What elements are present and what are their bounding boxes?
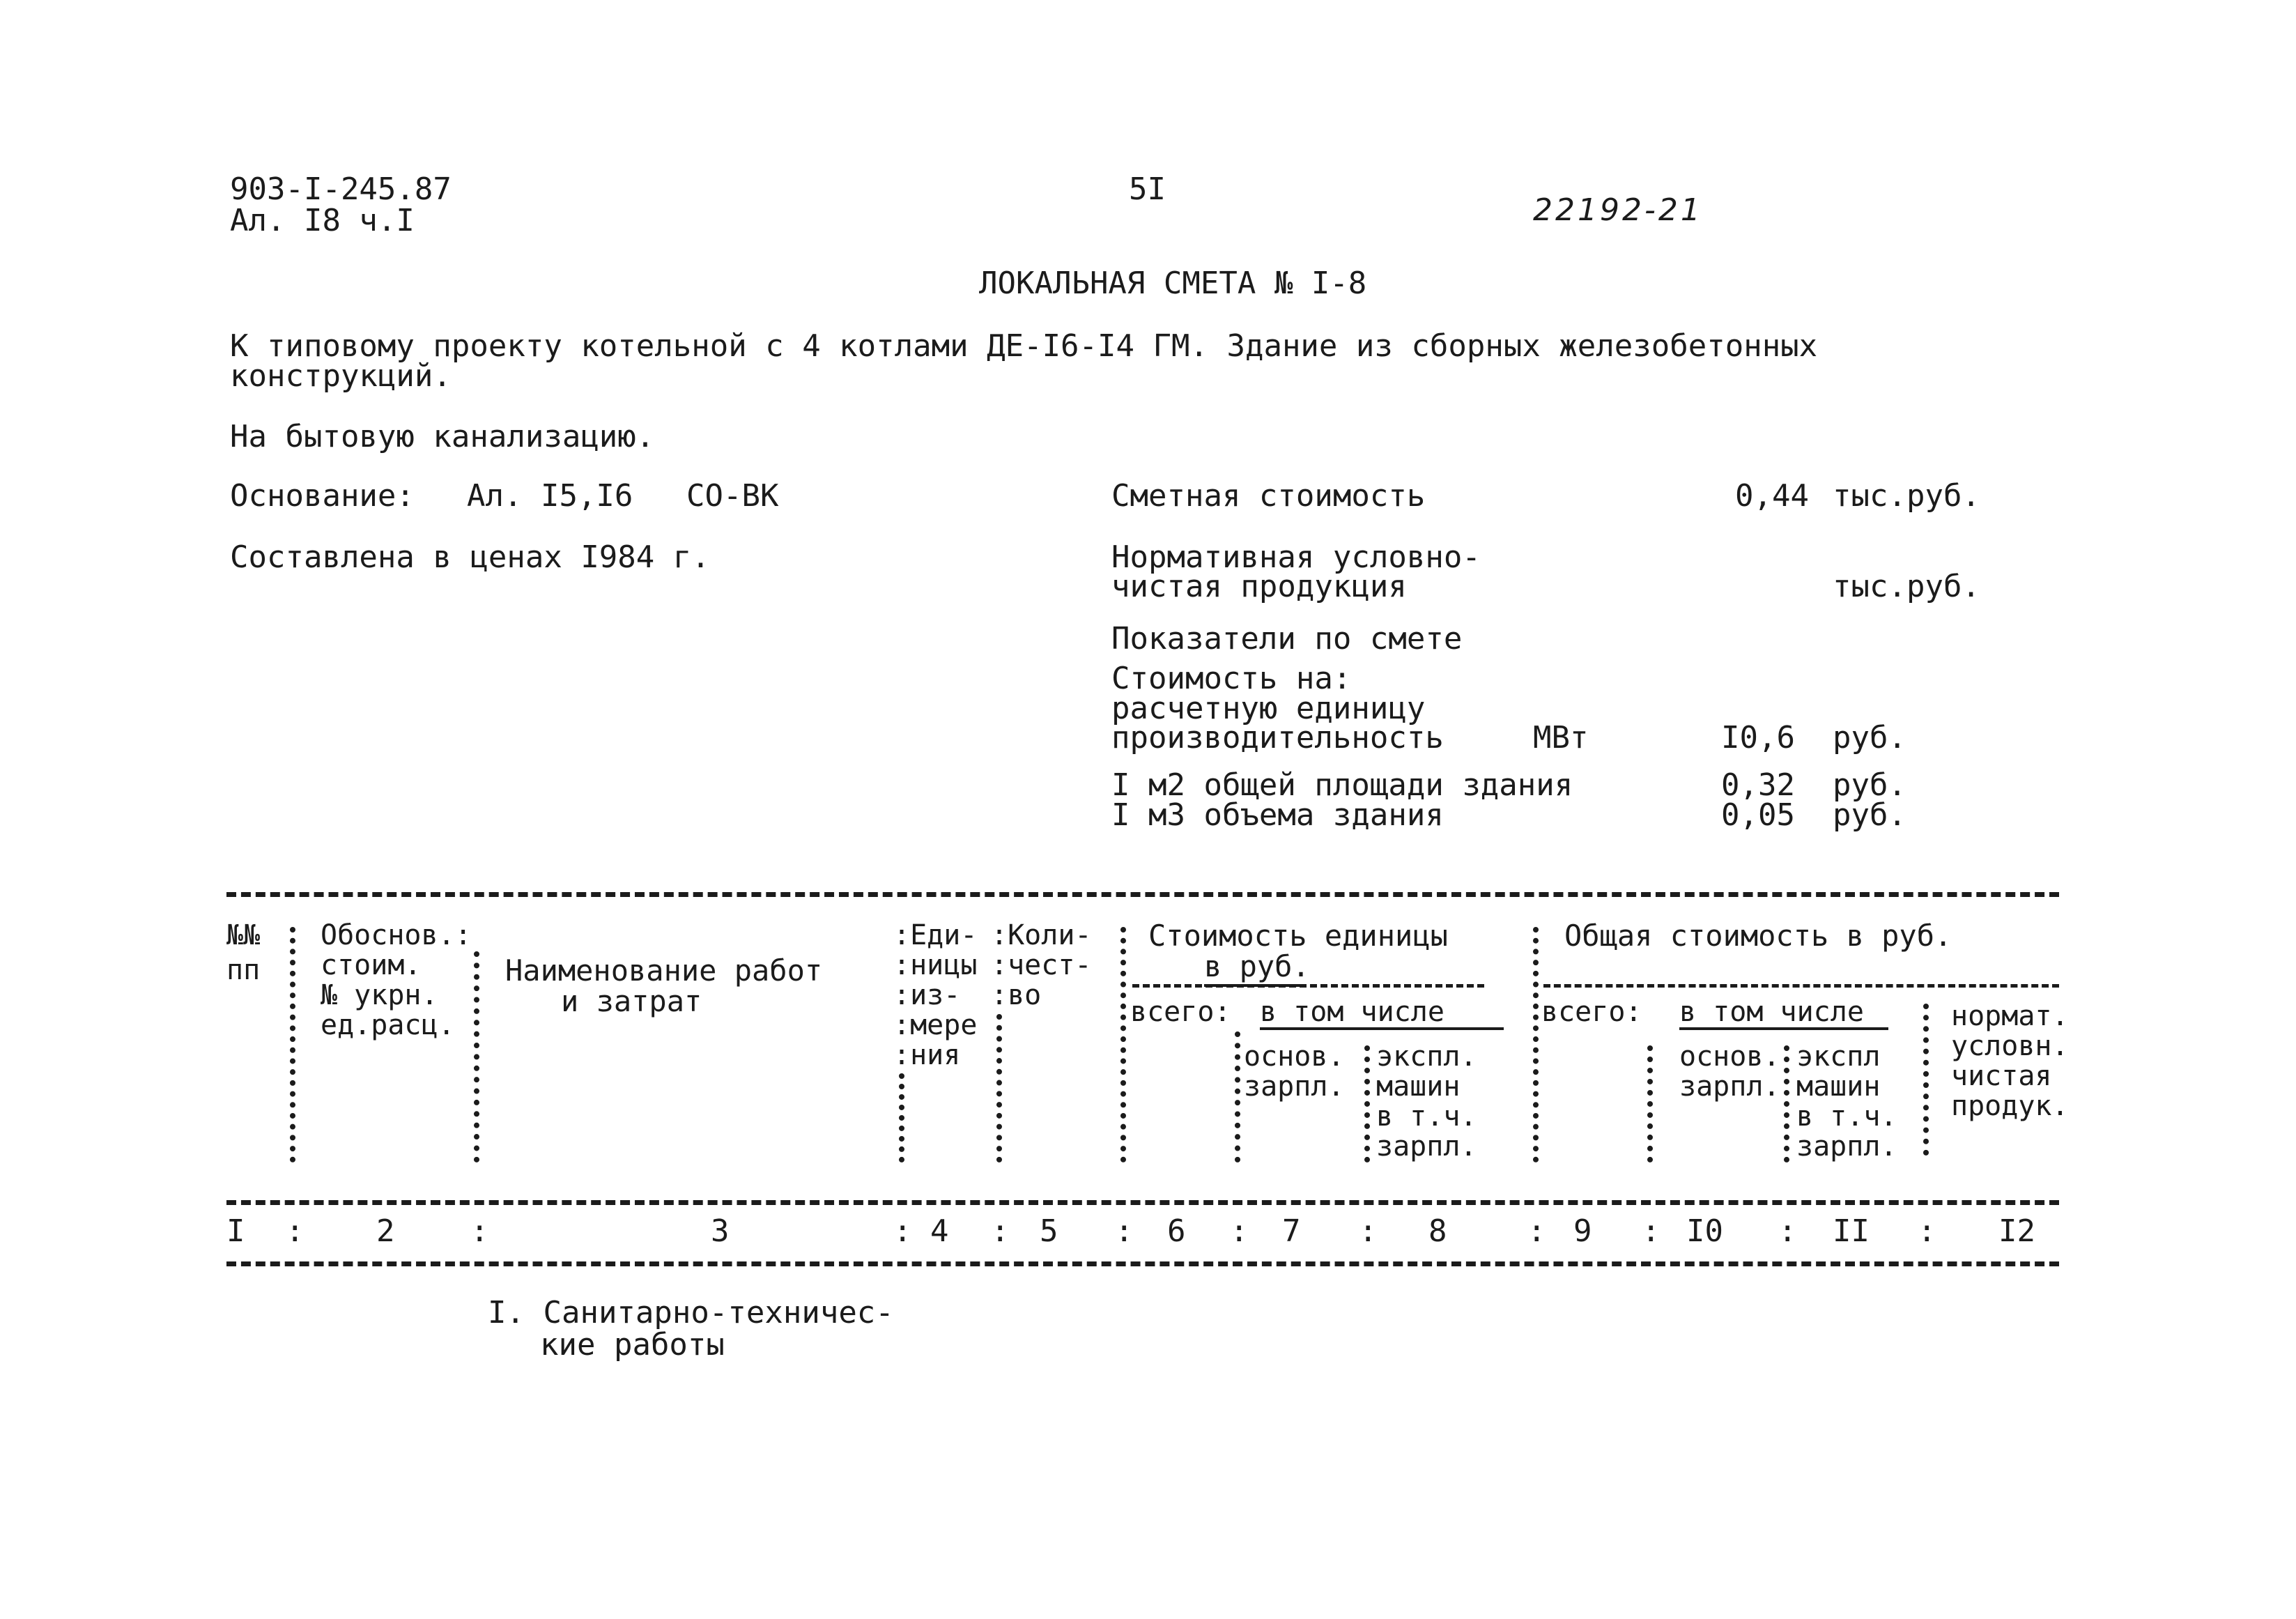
header-total-basic-wage-1: основ. [1679,1041,1780,1073]
column-number-4: 4 [930,1213,949,1249]
header-total-machines-4: зарпл. [1796,1130,1897,1163]
header-total-including: в том числе [1679,996,1864,1028]
column-separator [1923,1004,1929,1156]
header-qty-1: :Коли- [991,919,1092,951]
column-number-9: 9 [1573,1213,1592,1249]
calc-unit-line2: производительность [1111,720,1444,755]
header-norm-1: нормат. [1951,1000,2069,1032]
column-separator: : [893,1213,912,1249]
volume-cost-label: I м3 объема здания [1111,797,1444,833]
estimate-cost-unit: тыс.руб. [1833,478,1980,514]
header-unit-machines-2: машин [1376,1071,1461,1103]
estimate-cost-label: Сметная стоимость [1111,478,1426,514]
header-norm-3: чистая [1951,1060,2052,1092]
area-cost-label: I м2 общей площади здания [1111,767,1573,803]
area-cost-unit: руб. [1833,767,1906,803]
header-unit-machines-4: зарпл. [1376,1130,1477,1163]
column-number-5: 5 [1040,1213,1058,1249]
header-unit-3: :из- [893,979,961,1011]
column-separator [899,1073,904,1163]
indicators-heading: Показатели по смете [1111,621,1463,657]
underline [1679,1027,1888,1030]
column-numbers-bottom-rule [226,1261,2059,1266]
header-total-total: всего: [1541,996,1642,1028]
column-separator [474,951,479,1163]
calc-unit-measure: МВт [1533,720,1589,755]
header-unit-basic-wage-1: основ. [1244,1041,1345,1073]
estimate-title: ЛОКАЛЬНАЯ СМЕТА № I-8 [979,266,1367,301]
calc-unit-value: I0,6 [1721,720,1795,755]
column-separator [1784,1045,1789,1163]
header-qty-3: :во [991,979,1042,1011]
header-unit-4: :мере [893,1009,978,1041]
column-number-12: I2 [1998,1213,2035,1249]
header-name-2: и затрат [561,984,702,1018]
column-separator [1120,927,1126,1163]
header-basis-4: ед.расц. [321,1009,455,1041]
column-separator [290,927,295,1163]
column-separator: : [1359,1213,1378,1249]
header-basis-1: Обоснов.: [321,919,472,951]
project-description-line1: К типовому проекту котельной с 4 котлами ДЕ-I6-I4 ГМ. Здание из сборных железобетонных [230,328,1818,364]
column-number-8: 8 [1428,1213,1447,1249]
column-separator: : [1115,1213,1134,1249]
cost-on-label: Стоимость на: [1111,661,1352,696]
column-separator: : [1778,1213,1797,1249]
page-number: 5I [1129,171,1166,207]
project-description-line2: конструкций. [230,358,452,394]
group-rule [1543,984,2059,988]
column-separator: : [1642,1213,1661,1249]
column-separator [1364,1045,1370,1163]
header-unit-2: :ницы [893,949,978,981]
estimate-subject: На бытовую канализацию. [230,419,655,454]
header-basis-2: стоим. [321,949,422,981]
header-qty-2: :чест- [991,949,1092,981]
column-number-11: II [1833,1213,1870,1249]
column-separator [1647,1045,1653,1163]
column-separator [1235,1031,1240,1163]
header-norm-2: условн. [1951,1030,2069,1062]
column-separator: : [1527,1213,1546,1249]
header-total-machines-3: в т.ч. [1796,1100,1897,1133]
header-unit-machines-1: экспл. [1376,1041,1477,1073]
area-cost-value: 0,32 [1721,767,1795,803]
header-total-machines-1: экспл [1796,1041,1881,1073]
volume-cost-unit: руб. [1833,797,1906,833]
header-unit-cost-rub: в руб. [1204,949,1310,983]
header-basis-3: № укрн. [321,979,438,1011]
calc-unit-line1: расчетную единицу [1111,691,1426,726]
header-name-1: Наименование работ [505,953,823,988]
header-unit-cost: Стоимость единицы [1148,919,1448,953]
header-num-1: №№ [226,919,261,951]
header-unit-including: в том числе [1260,996,1444,1028]
basis-code: СО-ВК [686,478,779,514]
sheet-reference: Ал. I8 ч.I [230,203,415,238]
basis-label: Основание: [230,478,415,514]
normative-product-line2: чистая продукция [1111,569,1407,604]
section-title-line1: I. Санитарно-техничес- [488,1295,894,1330]
column-separator: : [1918,1213,1936,1249]
normative-product-unit: тыс.руб. [1833,569,1980,604]
calc-unit-currency: руб. [1833,720,1906,755]
underline [1260,1027,1504,1030]
document-code: 903-I-245.87 [230,171,452,207]
column-separator [1533,927,1539,1163]
column-number-7: 7 [1282,1213,1301,1249]
header-unit-basic-wage-2: зарпл. [1244,1071,1345,1103]
handwritten-number: 22192-21 [1533,192,1703,228]
column-separator [996,1014,1002,1163]
column-separator: : [470,1213,489,1249]
column-numbers-top-rule [226,1200,2059,1205]
column-separator: : [991,1213,1010,1249]
header-total-machines-2: машин [1796,1071,1881,1103]
header-unit-1: :Еди- [893,919,978,951]
group-rule [1132,984,1484,988]
header-norm-4: продук. [1951,1090,2069,1122]
table-top-rule [226,892,2059,897]
column-number-6: 6 [1167,1213,1186,1249]
column-number-2: 2 [376,1213,395,1249]
header-num-2: пп [226,954,261,986]
column-number-1: I [226,1213,245,1249]
estimate-cost-value: 0,44 [1735,478,1809,514]
basis-sheets: Ал. I5,I6 [467,478,633,514]
column-number-3: 3 [711,1213,730,1249]
column-separator: : [1230,1213,1249,1249]
column-separator: : [286,1213,305,1249]
volume-cost-value: 0,05 [1721,797,1795,833]
header-total-cost: Общая стоимость в руб. [1564,919,1952,953]
header-unit-machines-3: в т.ч. [1376,1100,1477,1133]
section-title-line2: кие работы [540,1327,725,1363]
normative-product-line1: Нормативная условно- [1111,539,1481,575]
header-unit-5: :ния [893,1039,961,1071]
header-unit-total: всего: [1130,996,1231,1028]
price-level: Составлена в ценах I984 г. [230,539,710,575]
column-number-10: I0 [1686,1213,1723,1249]
header-total-basic-wage-2: зарпл. [1679,1071,1780,1103]
